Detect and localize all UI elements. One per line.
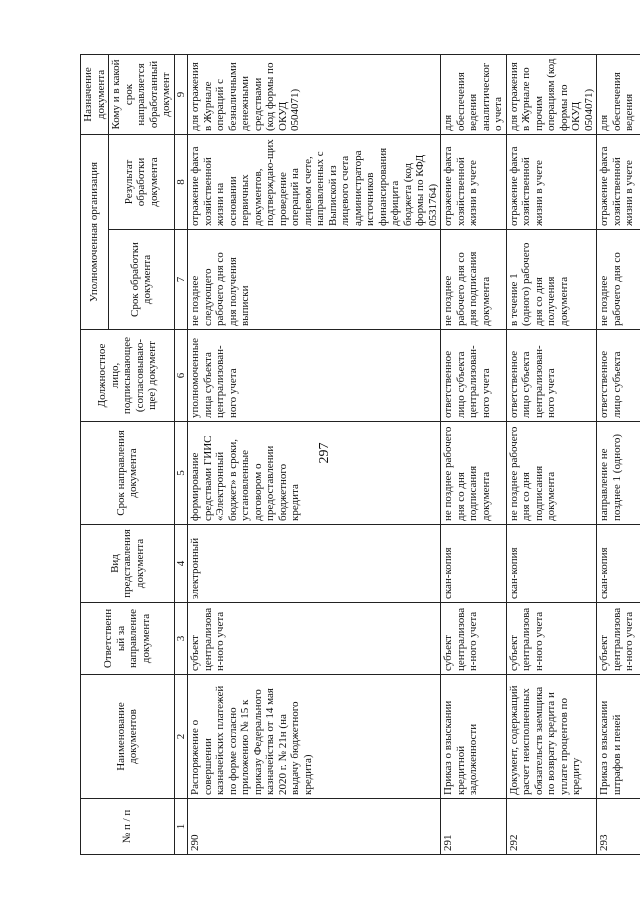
table-row (441, 54, 507, 854)
column-number: 5 (174, 422, 188, 525)
header-form: Вид представления документа (81, 525, 175, 603)
header-num: № п / п (81, 799, 175, 855)
column-number: 4 (174, 525, 188, 603)
submission-form: скан-копия (597, 525, 640, 603)
submission-form: скан-копия (506, 525, 597, 603)
processing-result: отражение факта хозяйственной жизни в учете (597, 134, 640, 229)
table-row (506, 54, 597, 854)
document-purpose: для обеспечения ведения аналитического учета (441, 54, 507, 134)
header-purpose: Назначение документа (81, 54, 109, 134)
processing-deadline: не позднее рабочего дня со (597, 230, 640, 330)
signing-official: ответственное лицо субъекта (597, 330, 640, 422)
submission-deadline: не позднее рабочего дня со дня подписания документа (441, 422, 507, 525)
submission-deadline: направление не позднее 1 (одного) (597, 422, 640, 525)
processing-result: отражение факта хозяйственной жизни на основании первичных документов, подтверждаю-щих проведение операций на лицевом счете, направленных с Выпиской из лицевого счета администратора источников финансирования дефицита бюджета (код формы по КФД 0531764) (188, 134, 441, 229)
header-row-1 (81, 54, 109, 854)
processing-deadline: в течение 1 (одного) рабочего дня со дня получения документа (506, 230, 597, 330)
document-purpose: для отражения в Журнале операций с безналичными денежными средствами (код формы по ОКУД 0504071) (188, 54, 441, 134)
column-number: 1 (174, 799, 188, 855)
column-number-row (174, 54, 188, 854)
header-responsible: Ответственный за направление документа (81, 603, 175, 675)
document-name: Приказ о взыскании штрафов и пеней (597, 675, 640, 799)
header-name: Наименование документов (81, 675, 175, 799)
processing-deadline: не позднее следующего рабочего дня со дня получения выписки (188, 230, 441, 330)
header-deadline: Срок направления документа (81, 422, 175, 525)
row-number: 290 (188, 799, 441, 855)
row-number: 293 (597, 799, 640, 855)
column-number: 2 (174, 675, 188, 799)
header-authorized: Уполномоченная организация (81, 134, 109, 329)
document-table-wrapper (80, 55, 635, 855)
document-name: Распоряжение о совершении казначейских платежей по форме согласно приложению № 15 к приказу Федерального казначейства от 14 мая 2020 г. № 21н (на выдачу бюджетного кредита) (188, 675, 441, 799)
column-number: 6 (174, 330, 188, 422)
submission-form: электронный (188, 525, 441, 603)
column-number: 7 (174, 230, 188, 330)
submission-form: скан-копия (441, 525, 507, 603)
responsible-party: субъект централизован-ного учета (597, 603, 640, 675)
submission-deadline: не позднее рабочего дня со дня подписания документа (506, 422, 597, 525)
row-number: 291 (441, 799, 507, 855)
table-row (597, 54, 640, 854)
header-purpose-sub: Кому и в какой срок направляется обработанный документ (109, 54, 175, 134)
submission-deadline: формирование средствами ГИИС «Электронный бюджет» в сроки, установленные договором о предоставлении бюджетного кредита (188, 422, 441, 525)
column-number: 8 (174, 134, 188, 229)
responsible-party: субъект централизован-ного учета (506, 603, 597, 675)
document-table (80, 54, 640, 855)
document-purpose: для отражения в Журнале по прочим операциям (код формы по ОКУД 0504071) (506, 54, 597, 134)
table-row (188, 54, 441, 854)
responsible-party: субъект централизован-ного учета (188, 603, 441, 675)
column-number: 9 (174, 54, 188, 134)
signing-official: ответственное лицо субъекта централизован-ного учета (441, 330, 507, 422)
responsible-party: субъект централизован-ного учета (441, 603, 507, 675)
processing-result: отражение факта хозяйственной жизни в учете (441, 134, 507, 229)
signing-official: уполномоченные лица субъекта централизован-ного учета (188, 330, 441, 422)
row-number: 292 (506, 799, 597, 855)
page-number: 297 (317, 442, 332, 464)
processing-deadline: не позднее рабочего дня со дня подписания документа (441, 230, 507, 330)
header-processing-deadline: Срок обработки документа (109, 230, 175, 330)
document-purpose: для обеспечения ведения (597, 54, 640, 134)
header-processing-result: Результат обработки документа (109, 134, 175, 229)
document-name: Документ, содержащий расчет неисполненных обязательств заемщика по возврату кредита и уплате процентов по кредиту (506, 675, 597, 799)
column-number: 3 (174, 603, 188, 675)
signing-official: ответственное лицо субъекта централизован-ного учета (506, 330, 597, 422)
header-signer: Должностное лицо, подписывающее (согласовываю-щее) документ (81, 330, 175, 422)
processing-result: отражение факта хозяйственной жизни в учете (506, 134, 597, 229)
document-name: Приказ о взыскании кредитной задолженности (441, 675, 507, 799)
